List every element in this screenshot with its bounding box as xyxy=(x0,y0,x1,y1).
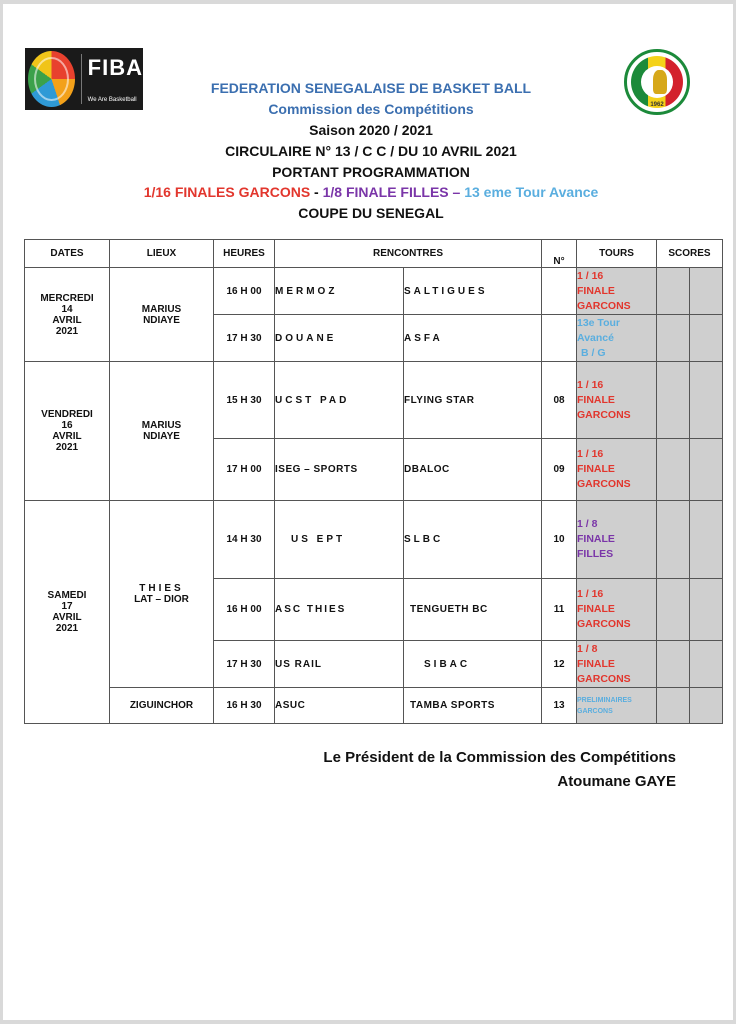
schedule-table xyxy=(24,239,723,724)
tour-cell: 1 / 8 FINALE GARCONS xyxy=(577,641,657,688)
season-line: Saison 2020 / 2021 xyxy=(309,122,433,138)
document-page xyxy=(3,4,733,1020)
fsbb-year: 1962 xyxy=(650,102,664,108)
commission-title: Commission des Compétitions xyxy=(268,101,474,117)
score-home xyxy=(657,439,690,501)
circular-line: CIRCULAIRE N° 13 / C C / DU 10 AVRIL 2021 xyxy=(225,143,517,159)
rounds-garcons: 1/16 FINALES GARCONS xyxy=(143,184,311,200)
score-away xyxy=(690,579,723,641)
rounds-tour-avance: 13 eme Tour Avance xyxy=(464,184,599,200)
match-number: 10 xyxy=(542,501,577,579)
away-team: ASFA xyxy=(404,315,542,362)
venue-cell: MARIUS NDIAYE xyxy=(110,362,214,501)
time-cell: 16 H 30 xyxy=(214,688,275,724)
table-row xyxy=(25,268,723,315)
time-cell: 15 H 30 xyxy=(214,362,275,439)
competition-title: COUPE DU SENEGAL xyxy=(298,205,444,221)
match-number: 08 xyxy=(542,362,577,439)
match-number xyxy=(542,315,577,362)
score-home xyxy=(657,688,690,724)
date-cell: SAMEDI 17 AVRIL 2021 xyxy=(25,501,110,724)
away-team: SLBC xyxy=(404,501,542,579)
score-home xyxy=(657,641,690,688)
table-header-row xyxy=(25,240,723,268)
home-team: ISEG – SPORTS xyxy=(275,439,404,501)
match-number: 09 xyxy=(542,439,577,501)
tour-cell: 1 / 16 FINALE GARCONS xyxy=(577,268,657,315)
tour-cell: 1 / 16 FINALE GARCONS xyxy=(577,362,657,439)
fiba-ball-icon xyxy=(28,51,75,107)
col-scores: SCORES xyxy=(657,240,723,268)
rounds-filles: 1/8 FINALE FILLES xyxy=(322,184,449,200)
time-cell: 14 H 30 xyxy=(214,501,275,579)
venue-cell: MARIUS NDIAYE xyxy=(110,268,214,362)
date-cell: VENDREDI 16 AVRIL 2021 xyxy=(25,362,110,501)
tour-cell: 13e Tour Avancé B / G xyxy=(577,315,657,362)
match-number xyxy=(542,268,577,315)
time-cell: 17 H 30 xyxy=(214,641,275,688)
venue-cell: THIES LAT – DIOR xyxy=(110,501,214,688)
score-away xyxy=(690,501,723,579)
tour-cell: 1 / 16 FINALE GARCONS xyxy=(577,579,657,641)
home-team: UCST PAD xyxy=(275,362,404,439)
score-away xyxy=(690,268,723,315)
tour-cell: 1 / 8 FINALE FILLES xyxy=(577,501,657,579)
home-team: US RAIL xyxy=(275,641,404,688)
col-dates: DATES xyxy=(25,240,110,268)
score-home xyxy=(657,315,690,362)
away-team: SALTIGUES xyxy=(404,268,542,315)
away-team: DBALOC xyxy=(404,439,542,501)
score-away xyxy=(690,362,723,439)
basketball-player-icon xyxy=(653,70,667,94)
score-away xyxy=(690,688,723,724)
col-lieux: LIEUX xyxy=(110,240,214,268)
match-number: 12 xyxy=(542,641,577,688)
score-home xyxy=(657,268,690,315)
score-away xyxy=(690,641,723,688)
col-numero: N° xyxy=(542,240,577,268)
fiba-word: FIBA xyxy=(87,55,143,80)
score-away xyxy=(690,315,723,362)
score-home xyxy=(657,579,690,641)
subject-line: PORTANT PROGRAMMATION xyxy=(272,164,470,180)
signature-title: Le Président de la Commission des Compétitions xyxy=(323,749,676,766)
time-cell: 16 H 00 xyxy=(214,579,275,641)
rounds-line: 1/16 FINALES GARCONS - 1/8 FINALE FILLES – 13 eme Tour Avance xyxy=(143,184,599,200)
away-team: TENGUETH BC xyxy=(404,579,542,641)
match-number: 13 xyxy=(542,688,577,724)
table-row xyxy=(25,501,723,579)
col-heures: HEURES xyxy=(214,240,275,268)
away-team: TAMBA SPORTS xyxy=(404,688,542,724)
home-team: DOUANE xyxy=(275,315,404,362)
fiba-tagline: We Are Basketball xyxy=(87,97,137,103)
tour-cell: PRELIMINAIRES GARCONS xyxy=(577,688,657,724)
tour-cell: 1 / 16 FINALE GARCONS xyxy=(577,439,657,501)
score-home xyxy=(657,362,690,439)
venue-cell: ZIGUINCHOR xyxy=(110,688,214,724)
match-number: 11 xyxy=(542,579,577,641)
away-team: FLYING STAR xyxy=(404,362,542,439)
score-home xyxy=(657,501,690,579)
away-team: SIBAC xyxy=(404,641,542,688)
time-cell: 17 H 00 xyxy=(214,439,275,501)
home-team: US EPT xyxy=(275,501,404,579)
home-team: MERMOZ xyxy=(275,268,404,315)
signature-name: Atoumane GAYE xyxy=(557,773,676,790)
col-rencontres: RENCONTRES xyxy=(275,240,542,268)
score-away xyxy=(690,439,723,501)
home-team: ASC THIES xyxy=(275,579,404,641)
time-cell: 16 H 00 xyxy=(214,268,275,315)
logo-divider xyxy=(81,54,82,104)
federation-title: FEDERATION SENEGALAISE DE BASKET BALL xyxy=(210,80,532,96)
time-cell: 17 H 30 xyxy=(214,315,275,362)
date-cell: MERCREDI 14 AVRIL 2021 xyxy=(25,268,110,362)
table-row xyxy=(25,362,723,439)
col-tours: TOURS xyxy=(577,240,657,268)
table-row xyxy=(25,688,723,724)
home-team: ASUC xyxy=(275,688,404,724)
